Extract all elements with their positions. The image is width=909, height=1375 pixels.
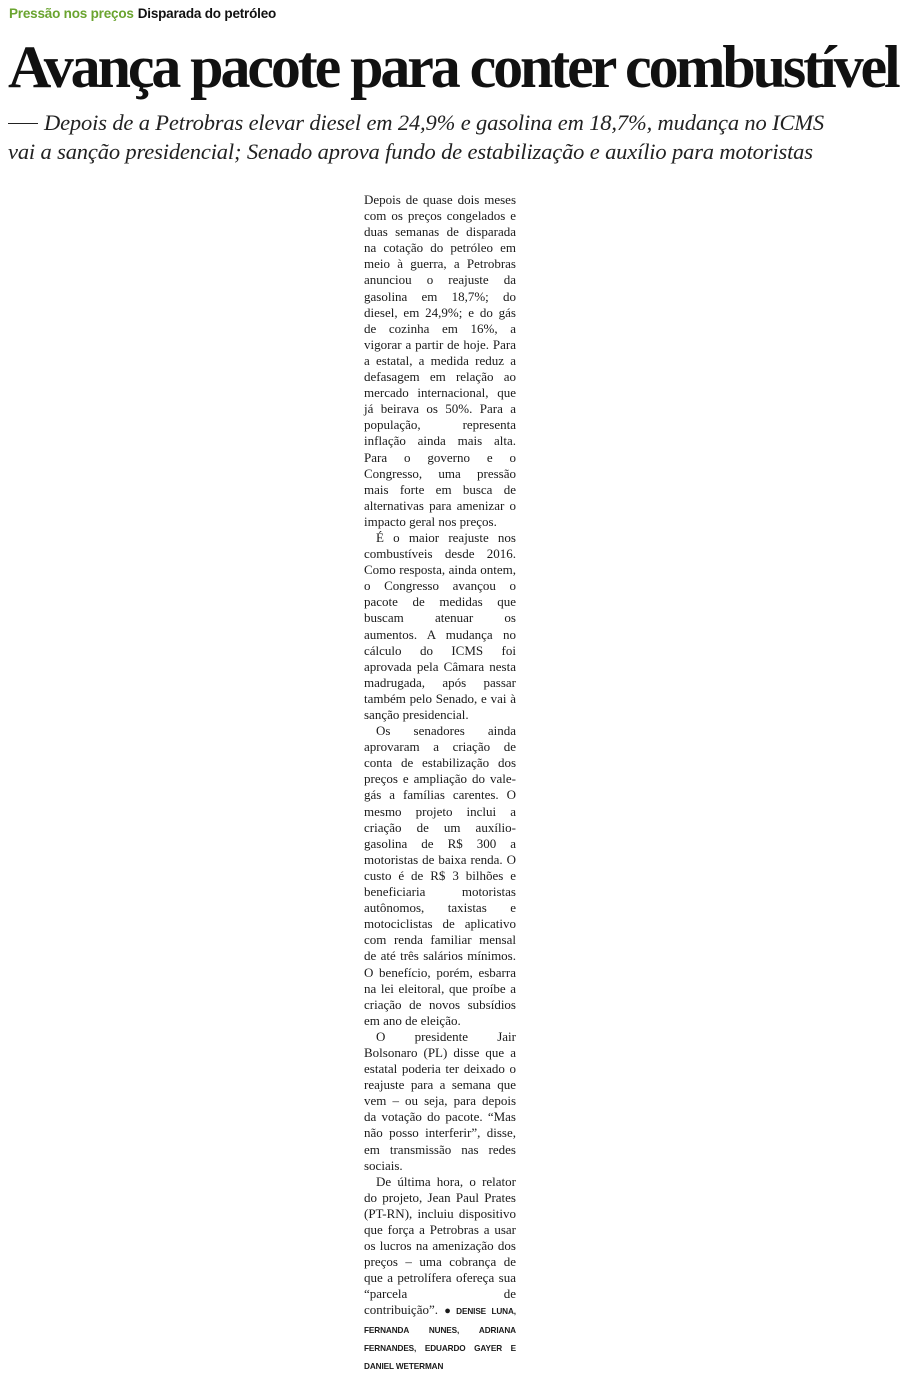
paragraph-2: É o maior reajuste nos combustíveis desde 2016. Como resposta, ainda ontem, o Congresso avançou o pacote de medidas que buscam atenuar os aumentos. A mudança no cálculo do ICMS foi aprovada pela Câmara nesta madrugada, após passar também pelo Senado, e vai à sanção presidencial. — [364, 529, 516, 722]
byline-dot-icon: ● — [441, 1305, 455, 1318]
byline: DENISE LUNA, FERNANDA NUNES, ADRIANA FERNANDES, EDUARDO GAYER E DANIEL WETERMAN — [364, 1307, 516, 1371]
article-body — [364, 192, 516, 1375]
paragraph-4: O presidente Jair Bolsonaro (PL) disse que a estatal poderia ter deixado o reajuste para a semana que vem – ou seja, para depois da votação do pacote. “Mas não posso interferir”, disse, em transmissão nas redes sociais. — [364, 1028, 516, 1173]
deck-line-2: vai a sanção presidencial; Senado aprova fundo de estabilização e auxílio para motoristas — [8, 139, 813, 164]
deck-line-1 — [8, 108, 903, 137]
section-label: Pressão nos preços — [9, 6, 134, 21]
deck — [8, 108, 903, 166]
paragraph-5-text: De última hora, o relator do projeto, Jean Paul Prates (PT-RN), incluiu dispositivo que força a Petrobras a usar os lucros na amenização dos preços – uma cobrança de que a petrolífera ofereça sua “parcela de contribuição”. — [364, 1173, 516, 1318]
deck-line-1-text: Depois de a Petrobras elevar diesel em 24,9% e gasolina em 18,7%, mudança no ICMS — [44, 110, 824, 135]
paragraph-3: Os senadores ainda aprovaram a criação de conta de estabilização dos preços e ampliação do vale-gás a famílias carentes. O mesmo projeto inclui a criação de um auxílio-gasolina de R$ 300 a motoristas de baixa renda. O custo é de R$ 3 bilhões e beneficiaria motoristas autônomos, taxistas e motociclistas de aplicativo com renda familiar mensal de até três salários mínimos. O benefício, porém, esbarra na lei eleitoral, que proíbe a criação de novos subsídios em ano de eleição. — [364, 723, 516, 1028]
headline: Avança pacote para conter combustível — [8, 34, 898, 100]
deck-dash — [8, 123, 38, 124]
paragraph-5 — [364, 1174, 516, 1375]
paragraph-1: Depois de quase dois meses com os preços congelados e duas semanas de disparada na cotação do petróleo em meio à guerra, a Petrobras anunciou o reajuste da gasolina em 18,7%; do diesel, em 24,9%; e do gás de cozinha em 16%, a vigorar a partir de hoje. Para a estatal, a medida reduz a defasagem em relação ao mercado internacional, que já beirava os 50%. Para a população, representa inflação ainda mais alta. Para o governo e o Congresso, uma pressão mais forte em busca de alternativas para amenizar o impacto geral nos preços. — [364, 192, 516, 529]
kicker — [9, 6, 276, 21]
topic-label: Disparada do petróleo — [137, 6, 277, 21]
